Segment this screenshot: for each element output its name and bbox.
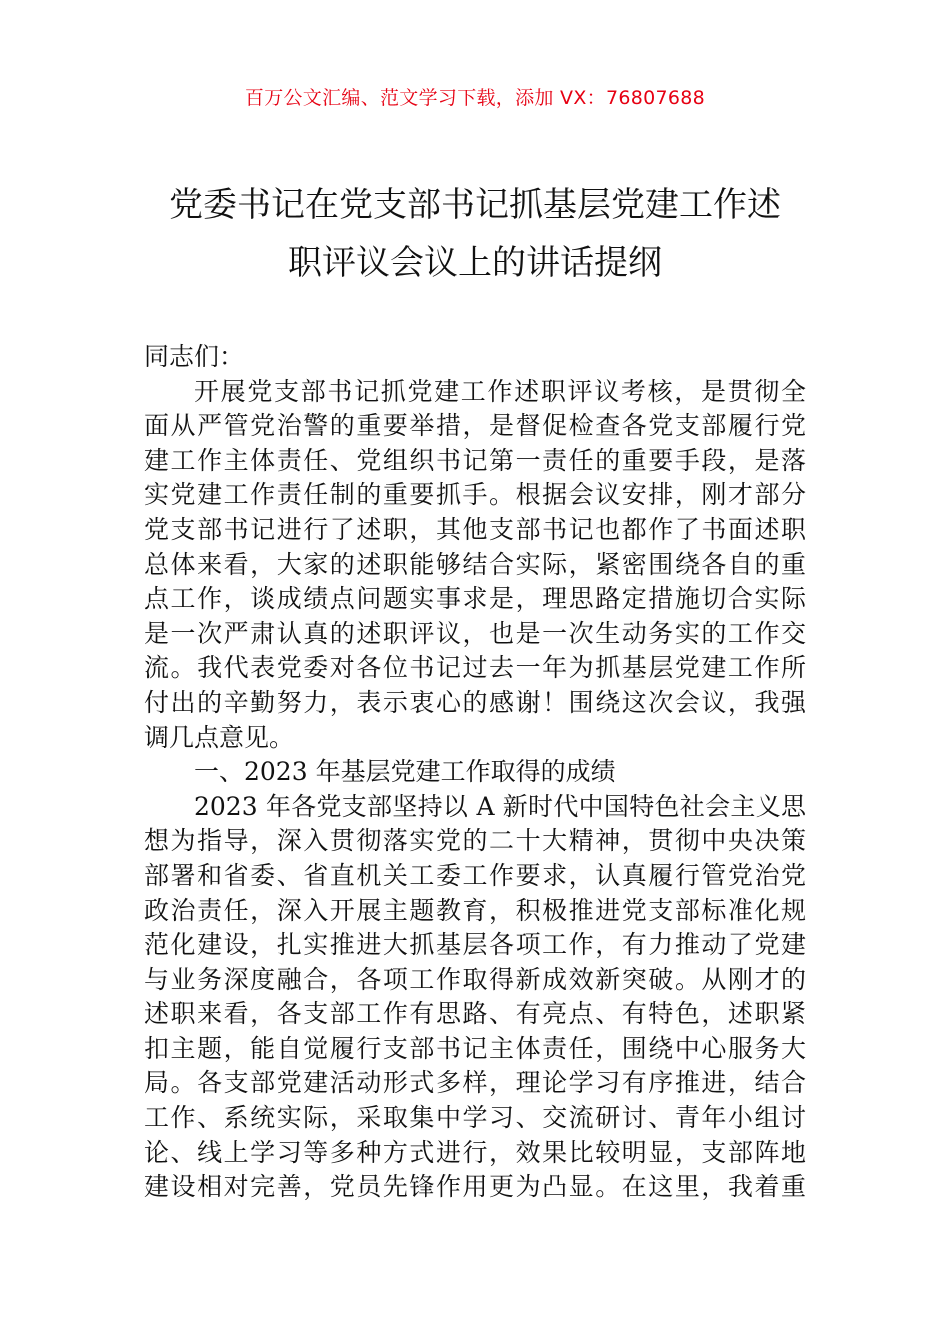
- paragraph-line: 论、线上学习等多种方式进行，效果比较明显，支部阵地: [144, 1137, 806, 1167]
- paragraph-line: 部署和省委、省直机关工委工作要求，认真履行管党治党: [144, 860, 806, 890]
- paragraph-line: 面从严管党治警的重要举措，是督促检查各党支部履行党: [144, 411, 806, 441]
- paragraph-line: 与业务深度融合，各项工作取得新成效新突破。从刚才的: [144, 964, 806, 994]
- paragraph-line: 点工作，谈成绩点问题实事求是，理思路定措施切合实际: [144, 584, 806, 614]
- paragraph-line: 是一次严肃认真的述职评议，也是一次生动务实的工作交: [144, 618, 806, 648]
- paragraph-line: 建设相对完善，党员先锋作用更为凸显。在这里，我着重: [144, 1172, 806, 1202]
- paragraph-line: 工作、系统实际，采取集中学习、交流研讨、青年小组讨: [144, 1103, 806, 1133]
- paragraph-line: 范化建设，扎实推进大抓基层各项工作，有力推动了党建: [144, 930, 806, 960]
- paragraph-line: 局。各支部党建活动形式多样，理论学习有序推进，结合: [144, 1068, 806, 1098]
- document-body: [144, 340, 806, 1205]
- paragraph-line: 实党建工作责任制的重要抓手。根据会议安排，刚才部分: [144, 480, 806, 510]
- paragraph-line: 扣主题，能自觉履行支部书记主体责任，围绕中心服务大: [144, 1033, 806, 1063]
- paragraph-line: 政治责任，深入开展主题教育，积极推进党支部标准化规: [144, 895, 806, 925]
- document-title: [140, 176, 810, 292]
- paragraph-line: 述职来看，各支部工作有思路、有亮点、有特色，述职紧: [144, 999, 806, 1029]
- salutation: 同志们：: [144, 342, 245, 371]
- title-line: 党委书记在党支部书记抓基层党建工作述: [169, 185, 781, 225]
- section-heading: 一、2023 年基层党建工作取得的成绩: [194, 757, 616, 787]
- header-watermark-note: 百万公文汇编、范文学习下载，添加 VX：76807688: [244, 87, 706, 109]
- paragraph-line: 2023 年各党支部坚持以 A 新时代中国特色社会主义思: [194, 791, 806, 821]
- paragraph-line: 开展党支部书记抓党建工作述职评议考核，是贯彻全: [194, 376, 806, 406]
- paragraph-line: 调几点意见。: [144, 722, 295, 752]
- paragraph-line: 流。我代表党委对各位书记过去一年为抓基层党建工作所: [144, 653, 806, 683]
- paragraph-line: 付出的辛勤努力，表示衷心的感谢！围绕这次会议，我强: [144, 687, 806, 717]
- paragraph-line: 建工作主体责任、党组织书记第一责任的重要手段，是落: [144, 445, 806, 475]
- paragraph-line: 党支部书记进行了述职，其他支部书记也都作了书面述职: [144, 514, 806, 544]
- paragraph-line: 总体来看，大家的述职能够结合实际，紧密围绕各自的重: [144, 549, 806, 579]
- title-line: 职评议会议上的讲话提纲: [288, 243, 662, 283]
- paragraph-line: 想为指导，深入贯彻落实党的二十大精神，贯彻中央决策: [144, 826, 806, 856]
